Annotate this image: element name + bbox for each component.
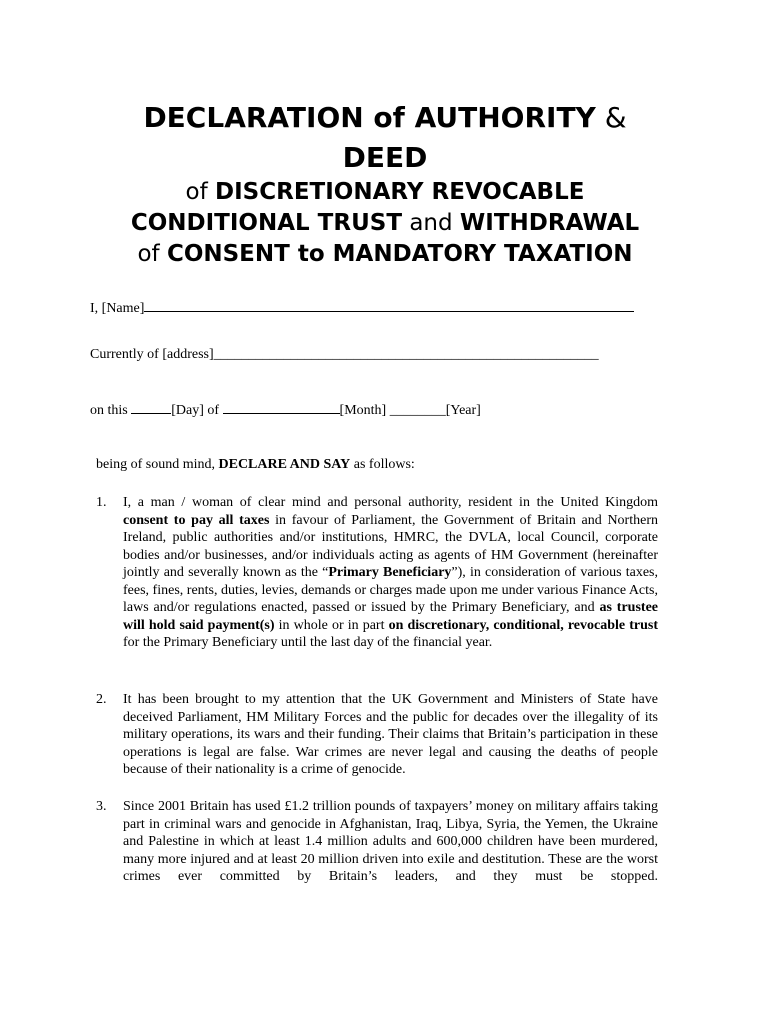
name-field-row: [90, 299, 634, 318]
address-label: Currently of [address]: [90, 347, 214, 362]
item-text-part: in favour of Parliament, the Government of Britain and Northern Ireland, public authorities and/or institutions, HMRC, the DVLA, local Council, corporate bodies and/or businesses, and/or individuals acting as agents of HM Government (hereinafter jointly and severally known as the “: [123, 512, 658, 580]
title-ampersand: &: [595, 101, 627, 134]
day-label: [Day] of: [171, 403, 223, 418]
day-blank-line[interactable]: [131, 401, 171, 414]
title-deed: DEED: [342, 141, 428, 174]
year-blank-line[interactable]: ________: [389, 403, 446, 418]
item-number: 2.: [96, 692, 107, 707]
list-item: [96, 494, 658, 652]
item-text-part: ”), in consideration of various taxes, fees, fines, rents, duties, levies, demands or charges made upon me under various Finance Acts, laws and/or regulations enacted, passed or issued by the Primary Beneficiary, and: [123, 565, 659, 615]
item-number: 1.: [96, 495, 107, 510]
title-main: DECLARATION of AUTHORITY: [143, 101, 596, 134]
subtitle-and: and: [402, 210, 460, 236]
subtitle-consent: CONSENT to MANDATORY TAXATION: [166, 241, 633, 267]
item-text-part: for the Primary Beneficiary until the last day of the financial year.: [123, 635, 493, 650]
year-label: [Year]: [445, 403, 481, 418]
subtitle-of-1: of: [185, 179, 216, 205]
subtitle-conditional: CONDITIONAL TRUST: [130, 210, 403, 236]
item-text: [123, 494, 658, 652]
address-field-row: [90, 346, 599, 364]
item-text: Since 2001 Britain has used £1.2 trillion pounds of taxpayers’ money on military affairs taking part in criminal wars and genocide in Afghanistan, Iraq, Libya, Syria, the Yemen, the Ukraine and Palestine in which at least 1.4 million adults and 600,000 children have been murdered, many more injured and at least 20 million driven into exile and destitution. These are the worst crimes ever committed by Britain’s leaders, and they must be stopped.: [123, 799, 658, 884]
item-text-part: I, a man / woman of clear mind and personal authority, resident in the United Kingdom: [123, 495, 658, 510]
item-text-part: in whole or in part: [274, 617, 389, 633]
month-blank-line[interactable]: [223, 401, 340, 414]
item-text: It has been brought to my attention that the UK Government and Ministers of State have deceived Parliament, HM Military Forces and the public for decades over the illegality of its military operations, its wars and their funding. Their claims that Britain’s participation in these operations is legal are false. War crimes are never legal and causing the deaths of people because of their nationality is a crime of genocide.: [123, 692, 658, 777]
subtitle-of-2: of: [137, 241, 167, 267]
intro-declare: DECLARE AND SAY: [218, 457, 351, 472]
document-subtitle: [60, 177, 710, 270]
address-blank-line[interactable]: _______________________________________________________: [213, 347, 599, 362]
on-this-label: on this: [90, 403, 132, 418]
item-bold-part: as trustee will hold said payment(s): [123, 600, 658, 633]
item-bold-part: consent to pay all taxes: [123, 512, 270, 528]
intro-statement: [96, 456, 415, 474]
intro-post: as follows:: [350, 457, 415, 472]
month-label: [Month]: [339, 403, 390, 418]
document-title: [60, 98, 710, 178]
item-bold-part: Primary Beneficiary: [328, 565, 452, 580]
item-number: 3.: [96, 799, 107, 814]
subtitle-discretionary: DISCRETIONARY REVOCABLE: [215, 179, 585, 205]
name-blank-line[interactable]: [144, 299, 634, 312]
item-bold-part: on discretionary, conditional, revocable trust: [388, 617, 658, 633]
name-label: I, [Name]: [90, 301, 145, 316]
date-field-row: [90, 401, 481, 420]
list-item: [96, 798, 658, 886]
intro-pre: being of sound mind,: [96, 457, 219, 472]
subtitle-withdrawal: WITHDRAWAL: [459, 210, 640, 236]
list-item: [96, 691, 658, 779]
